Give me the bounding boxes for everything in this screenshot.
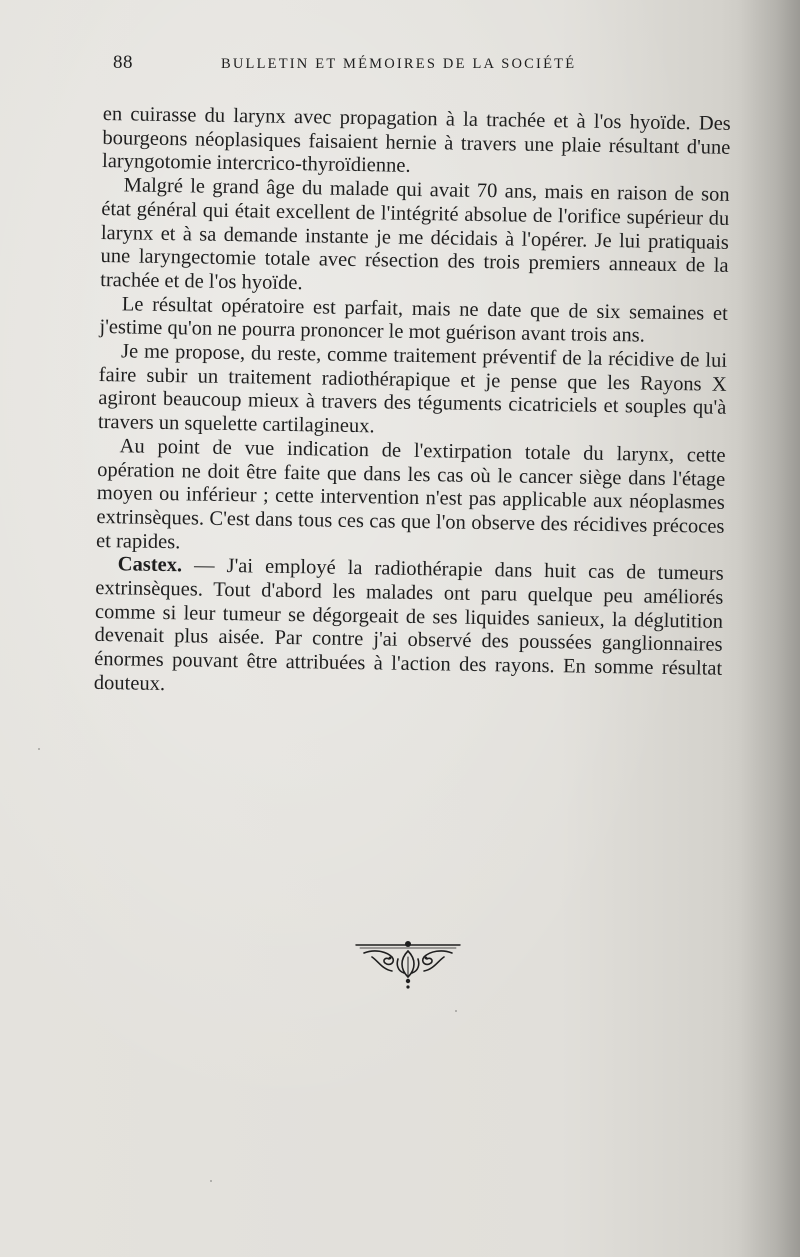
speaker-text: — J'ai employé la radiothérapie dans huit cas de tumeurs extrinsèques. Tout d'abord les malades ont paru quelque peu améliorés comme si leur tumeur se dégorgeait de ses liquides sanieux, la déglutition devenait plus aisée. Par contre j'ai observé des poussées ganglionnaires énormes pouvant être attribuées à l'action des rayons. En somme résultat douteux.	[93, 554, 724, 695]
speaker-name: Castex.	[117, 553, 183, 577]
paragraph: Malgré le grand âge du malade qui avait 70 ans, mais en raison de son état général qui était excellent de l'intégrité absolue de l'orifice supérieur du larynx et à sa demande instante je me décidais à l'opérer. Je lui pratiquais une laryngectomie totale avec résection des trois premiers anneaux de la trachée et de l'os hyoïde.	[100, 174, 730, 295]
paragraph-continuation: en cuirasse du larynx avec propagation à la trachée et à l'os hyoïde. Des bourgeons néoplasiques faisaient hernie à travers une plaie résultant d'une laryngotomie intercrico-thyroïdienne.	[101, 103, 731, 178]
page-number: 88	[113, 52, 133, 73]
speaker-paragraph	[94, 553, 724, 705]
paragraph: Je me propose, du reste, comme traitement préventif de la récidive de lui faire subir un traitement radiothérapique et je pense que les Rayons X agiront beaucoup mieux à travers des téguments cicatriciels et souples qu'à travers un squelette cartilagineux.	[97, 340, 728, 438]
paper-speck	[210, 1180, 212, 1182]
running-head: BULLETIN ET MÉMOIRES DE LA SOCIÉTÉ	[221, 56, 577, 72]
paper-speck	[38, 748, 40, 750]
paragraph: Au point de vue indication de l'extirpation totale du larynx, cette opération ne doit être faite que dans les cas où le cancer siège dans l'étage moyen ou inférieur ; cette intervention n'est pas applicable aux néoplasmes extrinsèques. C'est dans tous ces cas que l'on observe des récidives précoces et rapides.	[95, 435, 726, 553]
page-header	[113, 52, 633, 74]
body-text	[94, 103, 731, 705]
paragraph: Le résultat opératoire est parfait, mais ne date que de six semaines et j'estime qu'on ne pourra prononcer le mot guérison avant trois ans.	[99, 292, 728, 347]
paper-speck	[455, 1010, 457, 1012]
fleuron-ornament-icon	[352, 935, 464, 995]
